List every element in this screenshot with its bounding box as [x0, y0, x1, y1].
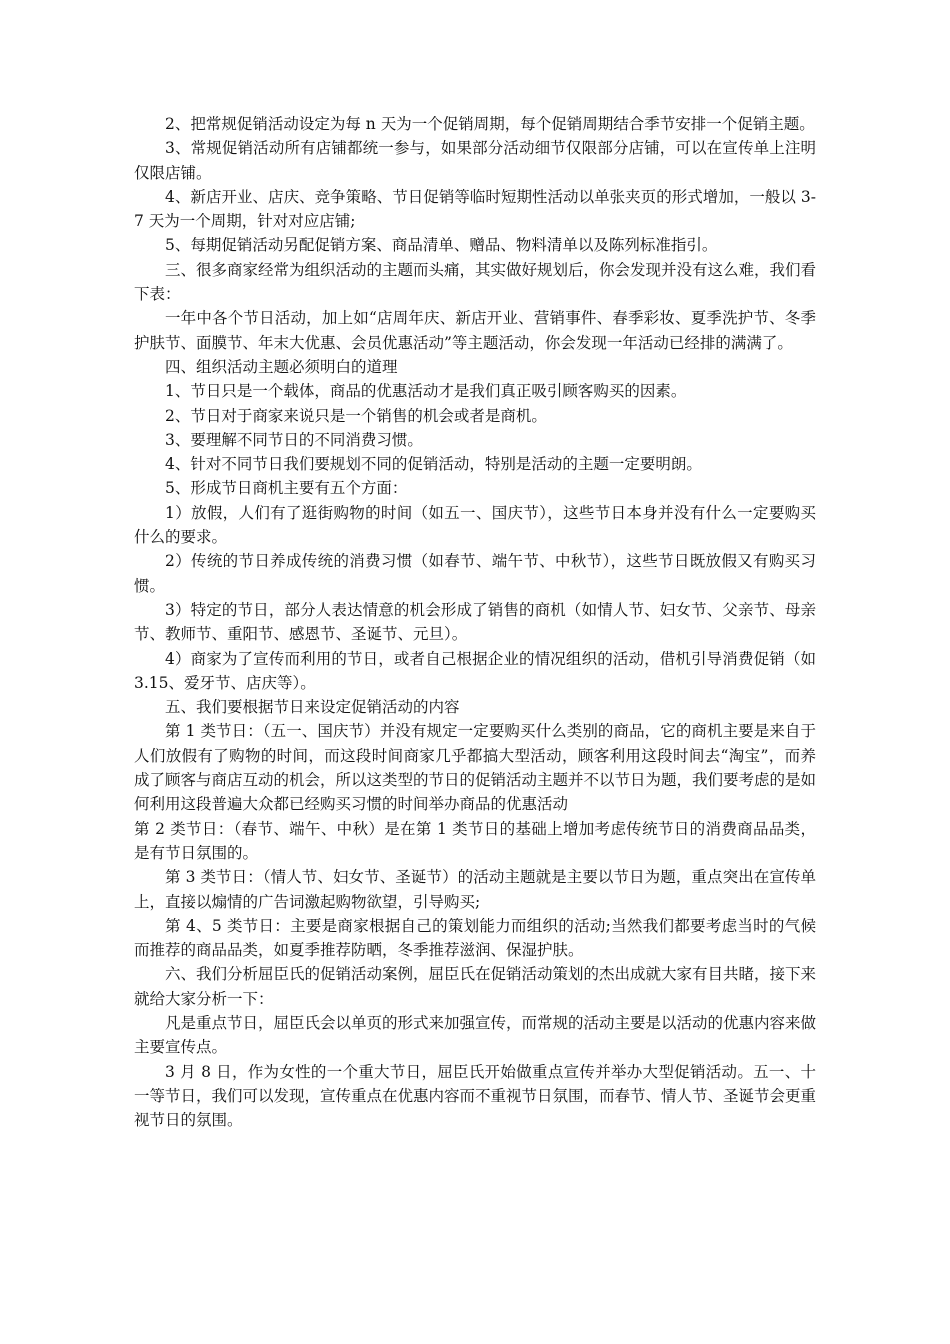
- paragraph: 3 月 8 日，作为女性的一个重大节日，屈臣氏开始做重点宣传并举办大型促销活动。五一、十一等节日，我们可以发现，宣传重点在优惠内容而不重视节日氛围，而春节、情人节、圣诞节会更重视节日的氛围。: [134, 1062, 817, 1130]
- paragraph: 一年中各个节日活动，加上如“店周年庆、新店开业、营销事件、春季彩妆、夏季洗护节、冬季护肤节、面膜节、年末大优惠、会员优惠活动”等主题活动，你会发现一年活动已经排的满满了。: [134, 309, 816, 352]
- section-heading: 三、很多商家经常为组织活动的主题而头痛，其实做好规划后，你会发现并没有这么难，我们看下表：: [134, 260, 817, 304]
- section-heading: 六、我们分析屈臣氏的促销活动案例，屈臣氏在促销活动策划的杰出成就大家有目共睹，接下来就给大家分析一下：: [134, 965, 817, 1008]
- paragraph: 第 3 类节日：（情人节、妇女节、圣诞节）的活动主题就是主要以节日为题，重点突出在宣传单上，直接以煽情的广告词激起购物欲望，引导购买;: [134, 868, 816, 911]
- paragraph: 5、形成节日商机主要有五个方面：: [165, 479, 408, 498]
- paragraph: 1）放假，人们有了逛街购物的时间（如五一、国庆节），这些节日本身并没有什么一定要购买什么的要求。: [134, 503, 816, 547]
- paragraph: 5、每期促销活动另配促销方案、商品清单、赠品、物料清单以及陈列标准指引。: [165, 236, 718, 255]
- paragraph: 第 2 类节日：（春节、端午、中秋）是在第 1 类节日的基础上增加考虑传统节日的消费商品品类，是有节日氛围的。: [134, 819, 816, 862]
- paragraph: 4、针对不同节日我们要规划不同的促销活动，特别是活动的主题一定要明朗。: [165, 455, 702, 474]
- document-page: [134, 112, 816, 1132]
- section-heading: 四、组织活动主题必须明白的道理: [165, 357, 398, 376]
- paragraph: 第 1 类节日：（五一、国庆节）并没有规定一定要购买什么类别的商品，它的商机主要是来自于人们放假有了购物的时间，而这段时间商家几乎都搞大型活动，顾客利用这段时间去“淘宝”，而养成了顾客与商店互动的机会，所以这类型的节日的促销活动主题并不以节日为题，我们要考虑的是如何利用这段普遍大众都已经购买习惯的时间举办商品的优惠活动: [134, 722, 817, 814]
- paragraph: 4）商家为了宣传而利用的节日，或者自己根据企业的情况组织的活动，借机引导消费促销（如3.15、爱牙节、店庆等）。: [134, 649, 816, 692]
- paragraph: 2、把常规促销活动设定为每 n 天为一个促销周期，每个促销周期结合季节安排一个促销主题。: [165, 115, 815, 133]
- paragraph: 3、常规促销活动所有店铺都统一参与，如果部分活动细节仅限部分店铺，可以在宣传单上注明仅限店铺。: [134, 139, 816, 182]
- paragraph: 2、节日对于商家来说只是一个销售的机会或者是商机。: [165, 406, 547, 425]
- paragraph: 4、新店开业、店庆、竞争策略、节日促销等临时短期性活动以单张夹页的形式增加，一般以 3-7 天为一个周期，针对对应店铺;: [134, 187, 816, 231]
- paragraph: 1、节日只是一个载体，商品的优惠活动才是我们真正吸引顾客购买的因素。: [165, 382, 687, 401]
- section-heading: 五、我们要根据节日来设定促销活动的内容: [165, 698, 460, 717]
- paragraph: 3）特定的节日，部分人表达情意的机会形成了销售的商机（如情人节、妇女节、父亲节、母亲节、教师节、重阳节、感恩节、圣诞节、元旦）。: [134, 600, 816, 644]
- paragraph: 2）传统的节日养成传统的消费习惯（如春节、端午节、中秋节），这些节日既放假又有购买习惯。: [134, 552, 816, 595]
- paragraph: 3、要理解不同节日的不同消费习惯。: [165, 430, 423, 449]
- paragraph: 第 4、5 类节日：主要是商家根据自己的策划能力而组织的活动;当然我们都要考虑当时的气候而推荐的商品品类，如夏季推荐防晒，冬季推荐滋润、保湿护肤。: [134, 916, 816, 960]
- paragraph: 凡是重点节日，屈臣氏会以单页的形式来加强宣传，而常规的活动主要是以活动的优惠内容来做主要宣传点。: [134, 1013, 817, 1057]
